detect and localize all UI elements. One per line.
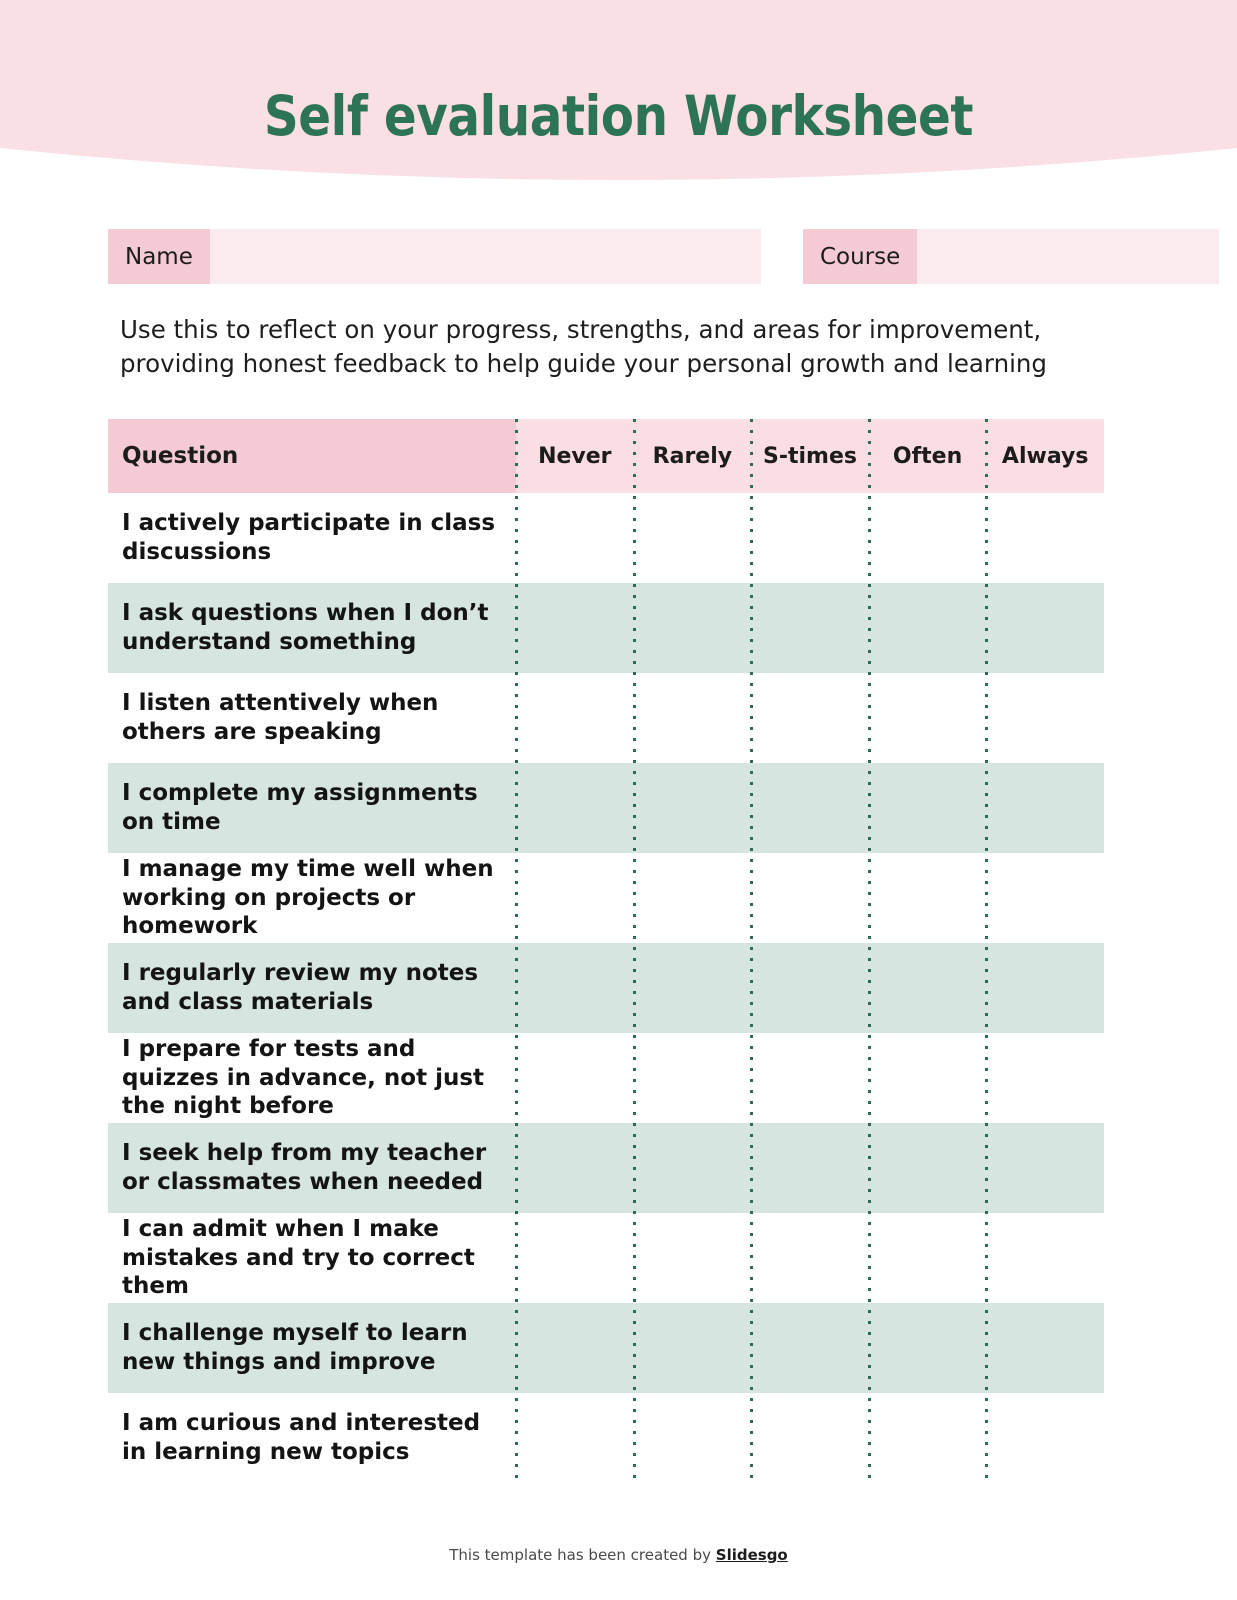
answer-cell-rarely[interactable] [634,1033,752,1123]
question-text: I am curious and interested in learning new topics [108,1393,516,1483]
question-text: I complete my assignments on time [108,763,516,853]
answer-cell-rarely[interactable] [634,1123,752,1213]
header-banner [0,0,1237,210]
table-row [108,1303,1104,1393]
question-text: I actively participate in class discussions [108,493,516,583]
table-row [108,1393,1104,1483]
answer-cell-always[interactable] [986,1213,1104,1303]
answer-cell-always[interactable] [986,673,1104,763]
column-header-never: Never [516,419,634,493]
course-field-group [803,229,1104,284]
answer-cell-rarely[interactable] [634,943,752,1033]
answer-cell-never[interactable] [516,943,634,1033]
table-row [108,943,1104,1033]
instructions-text: Use this to reflect on your progress, strengths, and areas for improvement, providing honest feedback to help guide your personal growth and learning [120,315,1047,379]
answer-cell-always[interactable] [986,1393,1104,1483]
answer-cell-always[interactable] [986,1303,1104,1393]
answer-cell-stimes[interactable] [751,673,869,763]
table-row [108,673,1104,763]
course-input[interactable] [917,229,1219,284]
answer-cell-stimes[interactable] [751,1303,869,1393]
question-text: I regularly review my notes and class materials [108,943,516,1033]
column-header-always: Always [986,419,1104,493]
answer-cell-often[interactable] [869,673,987,763]
question-text: I challenge myself to learn new things and improve [108,1303,516,1393]
name-field-group [108,229,761,284]
question-text: I manage my time well when working on projects or homework [108,853,516,943]
identity-fields [108,229,1104,284]
answer-cell-stimes[interactable] [751,943,869,1033]
table-header-row [108,419,1104,493]
table-row [108,1033,1104,1123]
answer-cell-never[interactable] [516,1303,634,1393]
question-text: I prepare for tests and quizzes in advance, not just the night before [108,1033,516,1123]
answer-cell-often[interactable] [869,943,987,1033]
name-input[interactable] [210,229,761,284]
table-row [108,583,1104,673]
answer-cell-rarely[interactable] [634,1303,752,1393]
answer-cell-often[interactable] [869,1303,987,1393]
answer-cell-stimes[interactable] [751,1123,869,1213]
answer-cell-stimes[interactable] [751,853,869,943]
table-row [108,763,1104,853]
page-title: Self evaluation Worksheet [263,84,974,148]
answer-cell-never[interactable] [516,1213,634,1303]
answer-cell-often[interactable] [869,1213,987,1303]
answer-cell-rarely[interactable] [634,493,752,583]
question-text: I ask questions when I don’t understand something [108,583,516,673]
column-header-stimes: S-times [751,419,869,493]
column-header-rarely: Rarely [634,419,752,493]
footer-credit [0,1546,1237,1564]
name-label: Name [108,229,210,284]
answer-cell-never[interactable] [516,583,634,673]
answer-cell-often[interactable] [869,1393,987,1483]
question-text: I listen attentively when others are speaking [108,673,516,763]
slidesgo-link[interactable]: Slidesgo [715,1546,788,1564]
answer-cell-always[interactable] [986,583,1104,673]
answer-cell-always[interactable] [986,943,1104,1033]
answer-cell-rarely[interactable] [634,1213,752,1303]
table-row [108,1123,1104,1213]
answer-cell-always[interactable] [986,1033,1104,1123]
column-header-often: Often [869,419,987,493]
answer-cell-often[interactable] [869,1033,987,1123]
question-text: I seek help from my teacher or classmates when needed [108,1123,516,1213]
question-text: I can admit when I make mistakes and try to correct them [108,1213,516,1303]
answer-cell-never[interactable] [516,1393,634,1483]
footer-text: This template has been created by [449,1546,716,1564]
answer-cell-often[interactable] [869,493,987,583]
answer-cell-rarely[interactable] [634,583,752,673]
answer-cell-always[interactable] [986,493,1104,583]
answer-cell-never[interactable] [516,853,634,943]
answer-cell-never[interactable] [516,673,634,763]
answer-cell-rarely[interactable] [634,673,752,763]
answer-cell-often[interactable] [869,763,987,853]
answer-cell-rarely[interactable] [634,853,752,943]
answer-cell-always[interactable] [986,763,1104,853]
answer-cell-never[interactable] [516,1123,634,1213]
answer-cell-never[interactable] [516,493,634,583]
evaluation-table [108,419,1104,1483]
answer-cell-never[interactable] [516,1033,634,1123]
answer-cell-always[interactable] [986,853,1104,943]
answer-cell-stimes[interactable] [751,1213,869,1303]
column-header-question: Question [108,419,516,493]
table-row [108,1213,1104,1303]
answer-cell-stimes[interactable] [751,493,869,583]
answer-cell-often[interactable] [869,583,987,673]
table-row [108,853,1104,943]
answer-cell-stimes[interactable] [751,763,869,853]
answer-cell-rarely[interactable] [634,763,752,853]
table-row [108,493,1104,583]
course-label: Course [803,229,917,284]
answer-cell-never[interactable] [516,763,634,853]
answer-cell-rarely[interactable] [634,1393,752,1483]
answer-cell-stimes[interactable] [751,583,869,673]
answer-cell-often[interactable] [869,853,987,943]
answer-cell-stimes[interactable] [751,1393,869,1483]
answer-cell-stimes[interactable] [751,1033,869,1123]
answer-cell-always[interactable] [986,1123,1104,1213]
answer-cell-often[interactable] [869,1123,987,1213]
